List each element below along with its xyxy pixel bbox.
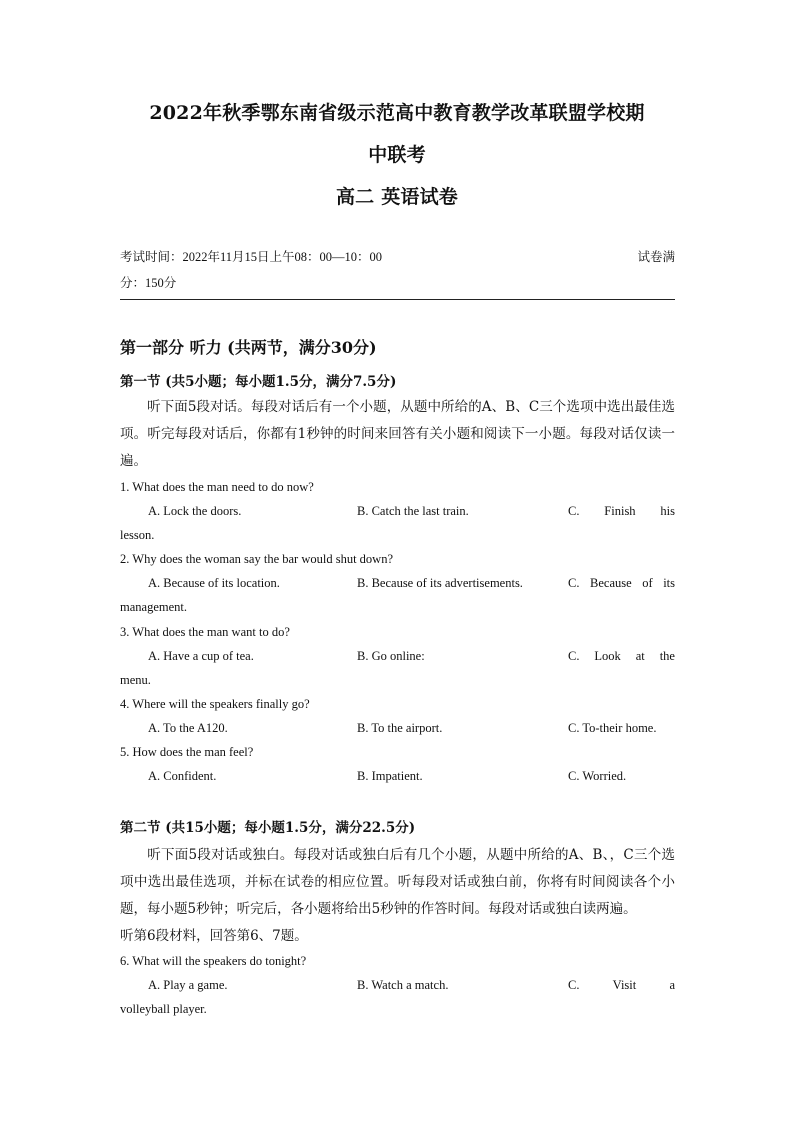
q6-option-c-word: a: [669, 978, 675, 992]
q3-option-c-word: at: [635, 649, 645, 663]
q2-option-c-word: of: [642, 576, 653, 590]
q2-option-c-cont: management.: [120, 600, 187, 614]
q1-option-c-word: his: [660, 504, 675, 518]
q2-option-b: B. Because of its advertisements.: [357, 576, 523, 590]
section1-instruction: [120, 394, 675, 475]
q4-option-c: C. To-their home.: [568, 721, 657, 735]
exam-title-line1: 2022年秋季鄂东南省级示范高中教育教学改革联盟学校期: [149, 102, 645, 124]
q3-option-b: B. Go online:: [357, 649, 425, 663]
question-4: 4. Where will the speakers finally go?: [120, 697, 310, 711]
score-label: 试卷满: [637, 250, 675, 264]
q2-option-c: [568, 576, 675, 591]
q6-option-b: B. Watch a match.: [357, 978, 449, 992]
q4-option-a: A. To the A120.: [148, 721, 228, 735]
question-3: 3. What does the man want to do?: [120, 625, 290, 639]
q6-option-c-cont: volleyball player.: [120, 1002, 207, 1016]
q3-option-a: A. Have a cup of tea.: [148, 649, 254, 663]
question-2: 2. Why does the woman say the bar would shut down?: [120, 552, 393, 566]
q1-option-c: [568, 504, 675, 519]
q3-option-c: [568, 649, 675, 664]
part1-title: 第一部分 听力 (共两节，满分30分): [120, 338, 377, 357]
section1-instruction-text: 听下面5段对话。每段对话后有一个小题，从题中所给的A、B、C三个选项中选出最佳选项。听完每段对话后，你都有1秒钟的时间来回答有关小题和阅读下一小题。每段对话仅读一遍。: [120, 399, 675, 469]
section1-title: 第一节 (共5小题；每小题1.5分，满分7.5分): [120, 374, 397, 390]
q6-option-c: [568, 978, 675, 993]
q1-option-c-word: Finish: [604, 504, 636, 518]
section2-material: 听第6段材料，回答第6、7题。: [120, 928, 308, 944]
question-5: 5. How does the man feel?: [120, 745, 254, 759]
q1-option-a: A. Lock the doors.: [148, 504, 242, 518]
section2-instruction: [120, 842, 675, 950]
q3-option-c-cont: menu.: [120, 673, 151, 687]
q5-option-a: A. Confident.: [148, 769, 217, 783]
q1-option-b: B. Catch the last train.: [357, 504, 469, 518]
q2-option-c-word: C.: [568, 576, 580, 590]
q5-option-b: B. Impatient.: [357, 769, 423, 783]
question-6: 6. What will the speakers do tonight?: [120, 954, 307, 968]
q3-option-c-word: C.: [568, 649, 580, 663]
q2-option-a: A. Because of its location.: [148, 576, 280, 590]
score-value: 分：150分: [120, 276, 177, 290]
q4-option-b: B. To the airport.: [357, 721, 443, 735]
header-divider: [120, 299, 675, 300]
q2-option-c-word: Because: [590, 576, 632, 590]
q2-option-c-word: its: [663, 576, 675, 590]
q6-option-a: A. Play a game.: [148, 978, 228, 992]
q3-option-c-word: Look: [594, 649, 621, 663]
q3-option-c-word: the: [659, 649, 675, 663]
q6-option-c-word: C.: [568, 978, 580, 992]
q5-option-c: C. Worried.: [568, 769, 627, 783]
section2-title: 第二节 (共15小题；每小题1.5分，满分22.5分): [120, 820, 416, 836]
q6-option-c-word: Visit: [612, 978, 637, 992]
exam-time: 考试时间：2022年11月15日上午08：00—10：00: [120, 250, 383, 264]
question-1: 1. What does the man need to do now?: [120, 480, 314, 494]
q1-option-c-word: C.: [568, 504, 580, 518]
exam-subtitle: 高二 英语试卷: [335, 186, 458, 208]
q1-option-c-cont: lesson.: [120, 528, 155, 542]
exam-title-line2: 中联考: [368, 144, 426, 166]
section2-instruction-text: 听下面5段对话或独白。每段对话或独白后有几个小题，从题中所给的A、B、，C三个选项中选出最佳选项，并标在试卷的相应位置。听每段对话或独白前，你将有时间阅读各个小题，每小题5秒钟；听完后，各小题将给出5秒钟的作答时间。每段对话或独白读两遍。: [120, 847, 675, 917]
